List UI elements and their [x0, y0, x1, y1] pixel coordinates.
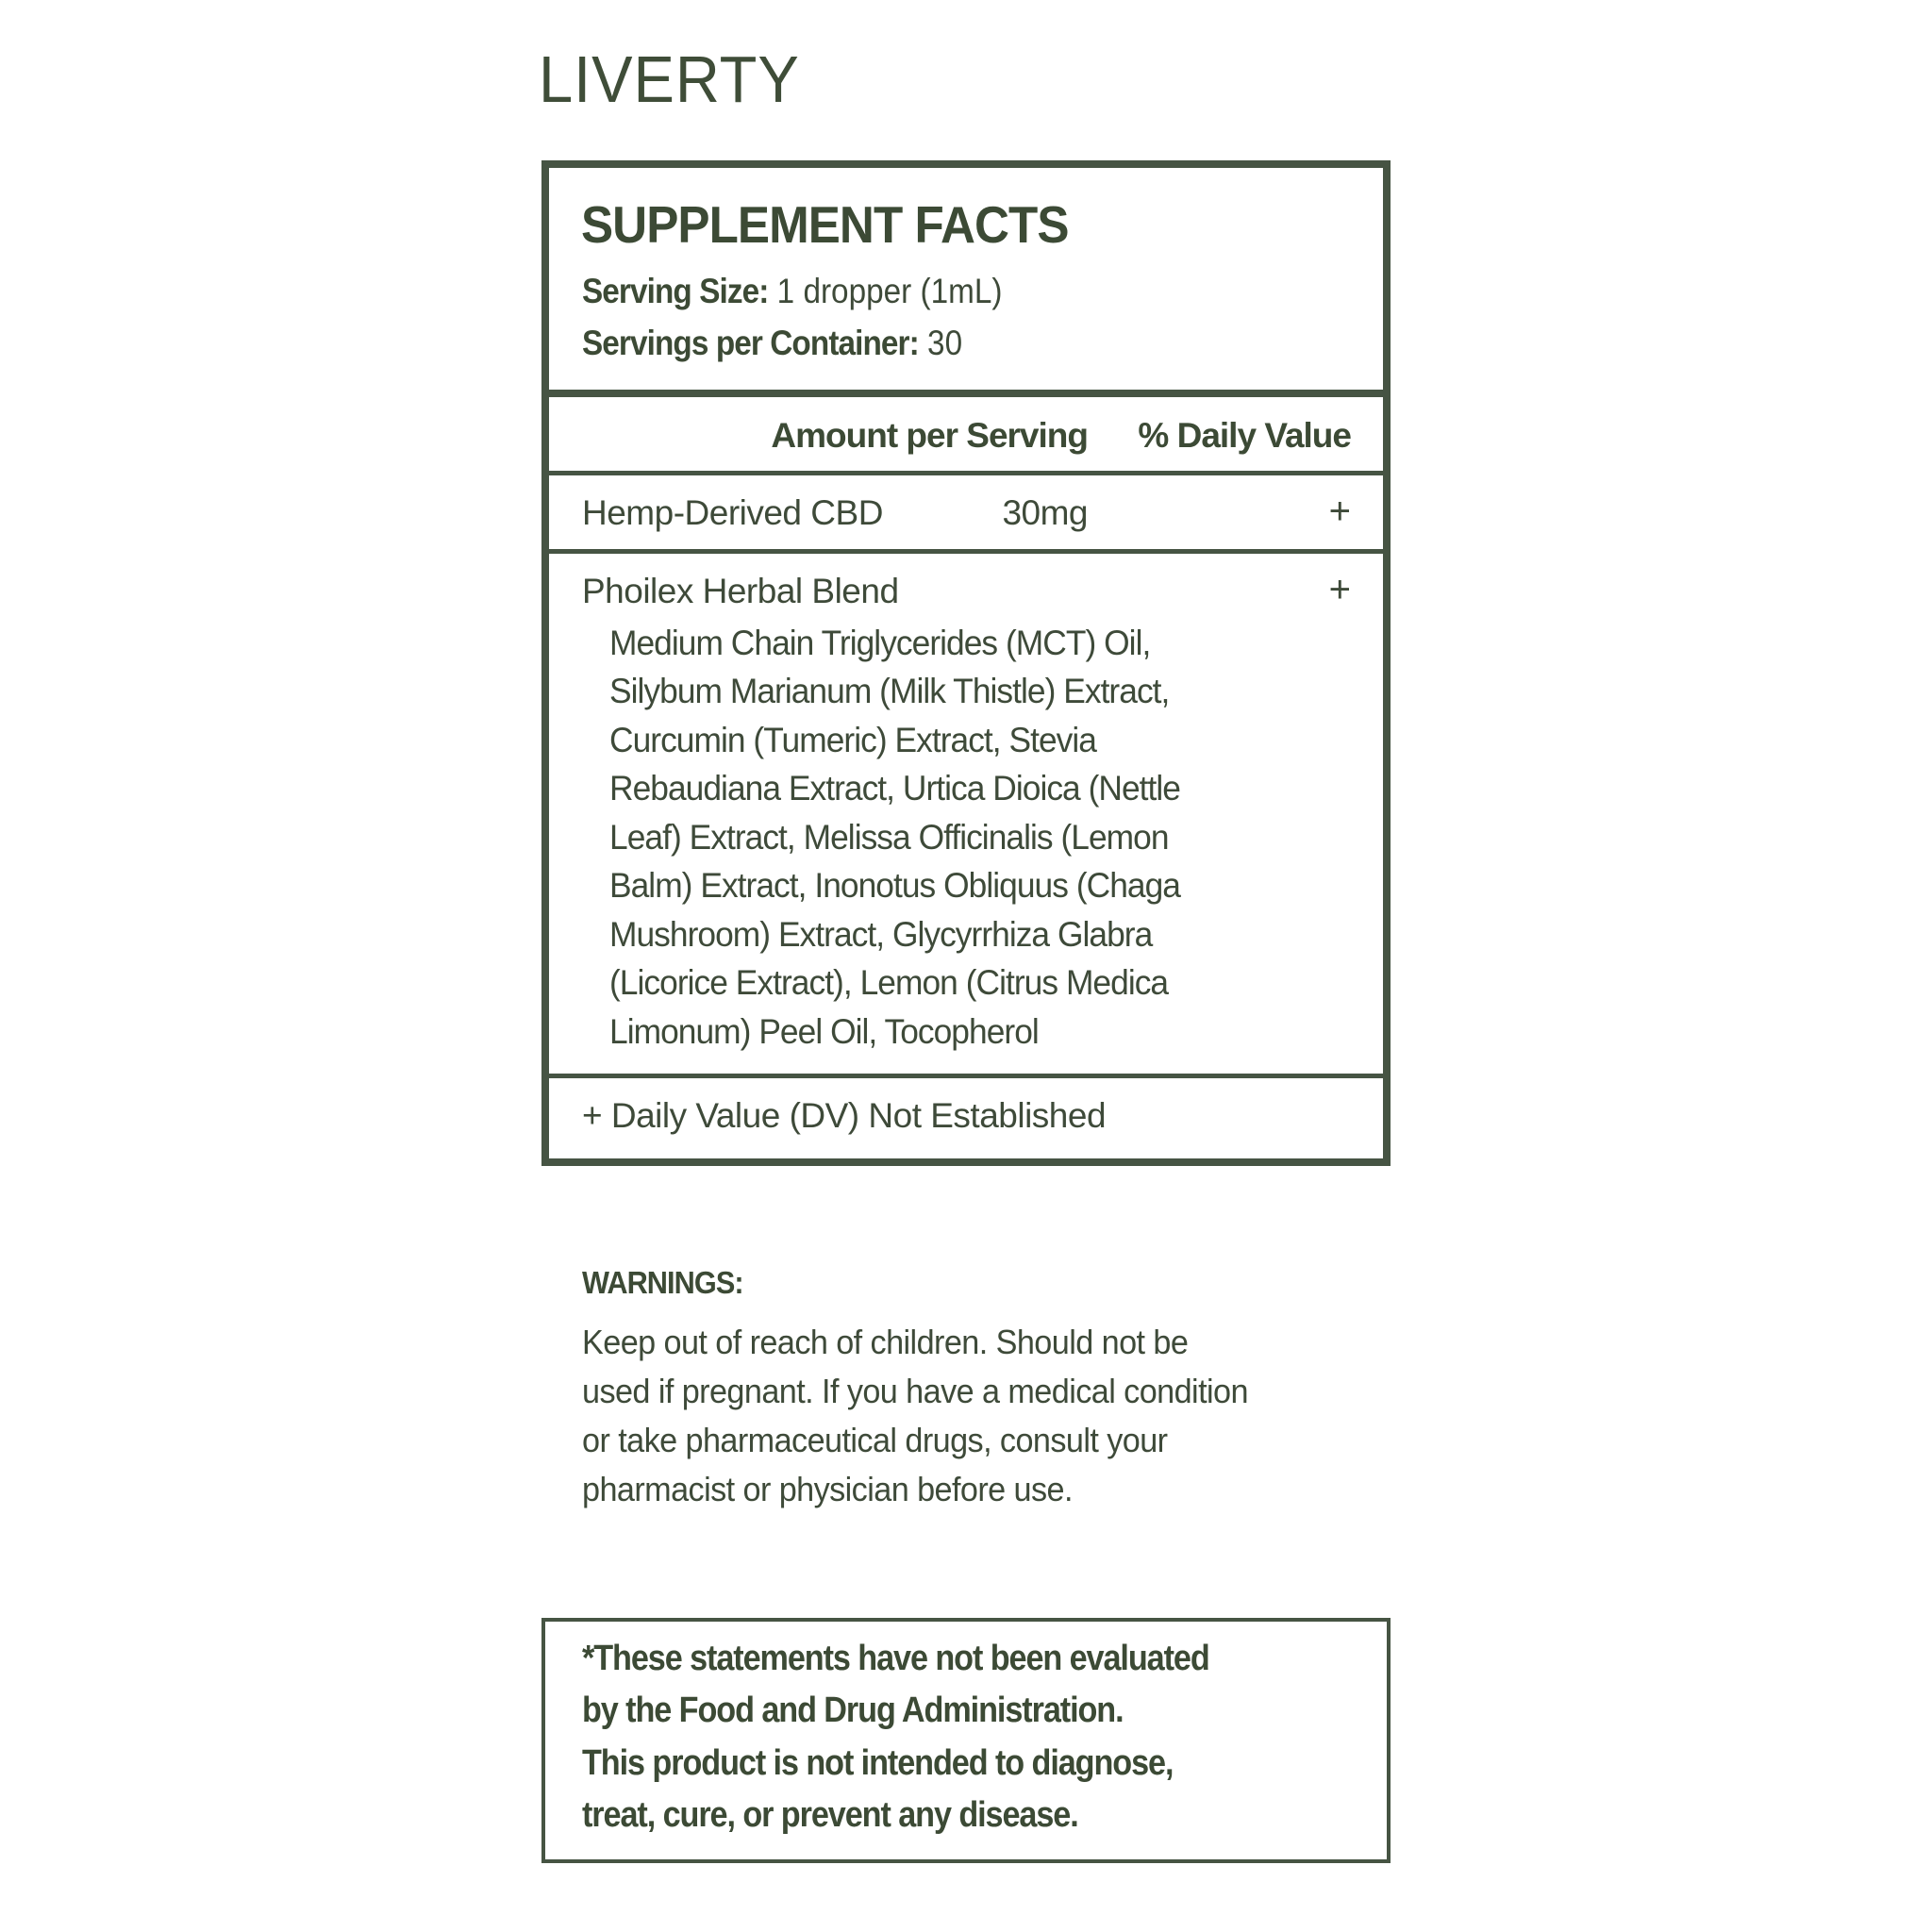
- nutrient-name-hemp-cbd: Hemp-Derived CBD: [582, 493, 883, 532]
- servings-per-container-label: Servings per Container:: [582, 324, 919, 362]
- servings-per-container: [582, 323, 962, 364]
- brand-logo: LIVERTY: [539, 42, 800, 116]
- column-header-daily-value: % Daily Value: [1138, 416, 1351, 455]
- row-divider: [549, 1074, 1383, 1078]
- daily-value-footnote: + Daily Value (DV) Not Established: [582, 1096, 1107, 1135]
- servings-per-container-value: 30: [918, 324, 963, 362]
- ingredient-line: Silybum Marianum (Milk Thistle) Extract,: [609, 672, 1170, 710]
- warnings-title: WARNINGS:: [582, 1265, 743, 1300]
- supplement-facts-title: SUPPLEMENT FACTS: [581, 195, 1069, 254]
- nutrient-name-herbal-blend: Phoilex Herbal Blend: [582, 572, 899, 610]
- serving-size-value: 1 dropper (1mL): [768, 272, 1003, 310]
- row-divider: [549, 549, 1383, 554]
- column-header-amount: Amount per Serving: [771, 416, 1088, 455]
- daily-value-not-established-icon: +: [1328, 491, 1351, 532]
- ingredient-line: Medium Chain Triglycerides (MCT) Oil,: [609, 624, 1151, 662]
- warning-line: Keep out of reach of children. Should not be: [582, 1323, 1189, 1361]
- serving-size-label: Serving Size:: [582, 272, 769, 310]
- thick-divider: [549, 390, 1383, 397]
- ingredient-line: Mushroom) Extract, Glycyrrhiza Glabra: [609, 915, 1153, 954]
- row-divider: [549, 471, 1383, 475]
- disclaimer-line: This product is not intended to diagnose,: [582, 1743, 1174, 1783]
- warning-line: or take pharmaceutical drugs, consult your: [582, 1421, 1168, 1459]
- serving-size: [582, 271, 1002, 312]
- disclaimer-line: treat, cure, or prevent any disease.: [582, 1795, 1078, 1835]
- ingredient-line: (Licorice Extract), Lemon (Citrus Medica: [609, 963, 1169, 1002]
- ingredient-line: Curcumin (Tumeric) Extract, Stevia: [609, 721, 1096, 759]
- warning-line: pharmacist or physician before use.: [582, 1470, 1073, 1508]
- disclaimer-line: by the Food and Drug Administration.: [582, 1690, 1124, 1730]
- ingredient-line: Leaf) Extract, Melissa Officinalis (Lemon: [609, 818, 1169, 857]
- ingredient-line: Rebaudiana Extract, Urtica Dioica (Nettle: [609, 769, 1181, 808]
- ingredient-line: Limonum) Peel Oil, Tocopherol: [609, 1012, 1039, 1051]
- daily-value-not-established-icon: +: [1328, 569, 1351, 610]
- disclaimer-line: *These statements have not been evaluated: [582, 1639, 1209, 1678]
- nutrient-amount-hemp-cbd: 30mg: [1002, 493, 1088, 532]
- ingredient-line: Balm) Extract, Inonotus Obliquus (Chaga: [609, 866, 1180, 905]
- warning-line: used if pregnant. If you have a medical condition: [582, 1372, 1248, 1410]
